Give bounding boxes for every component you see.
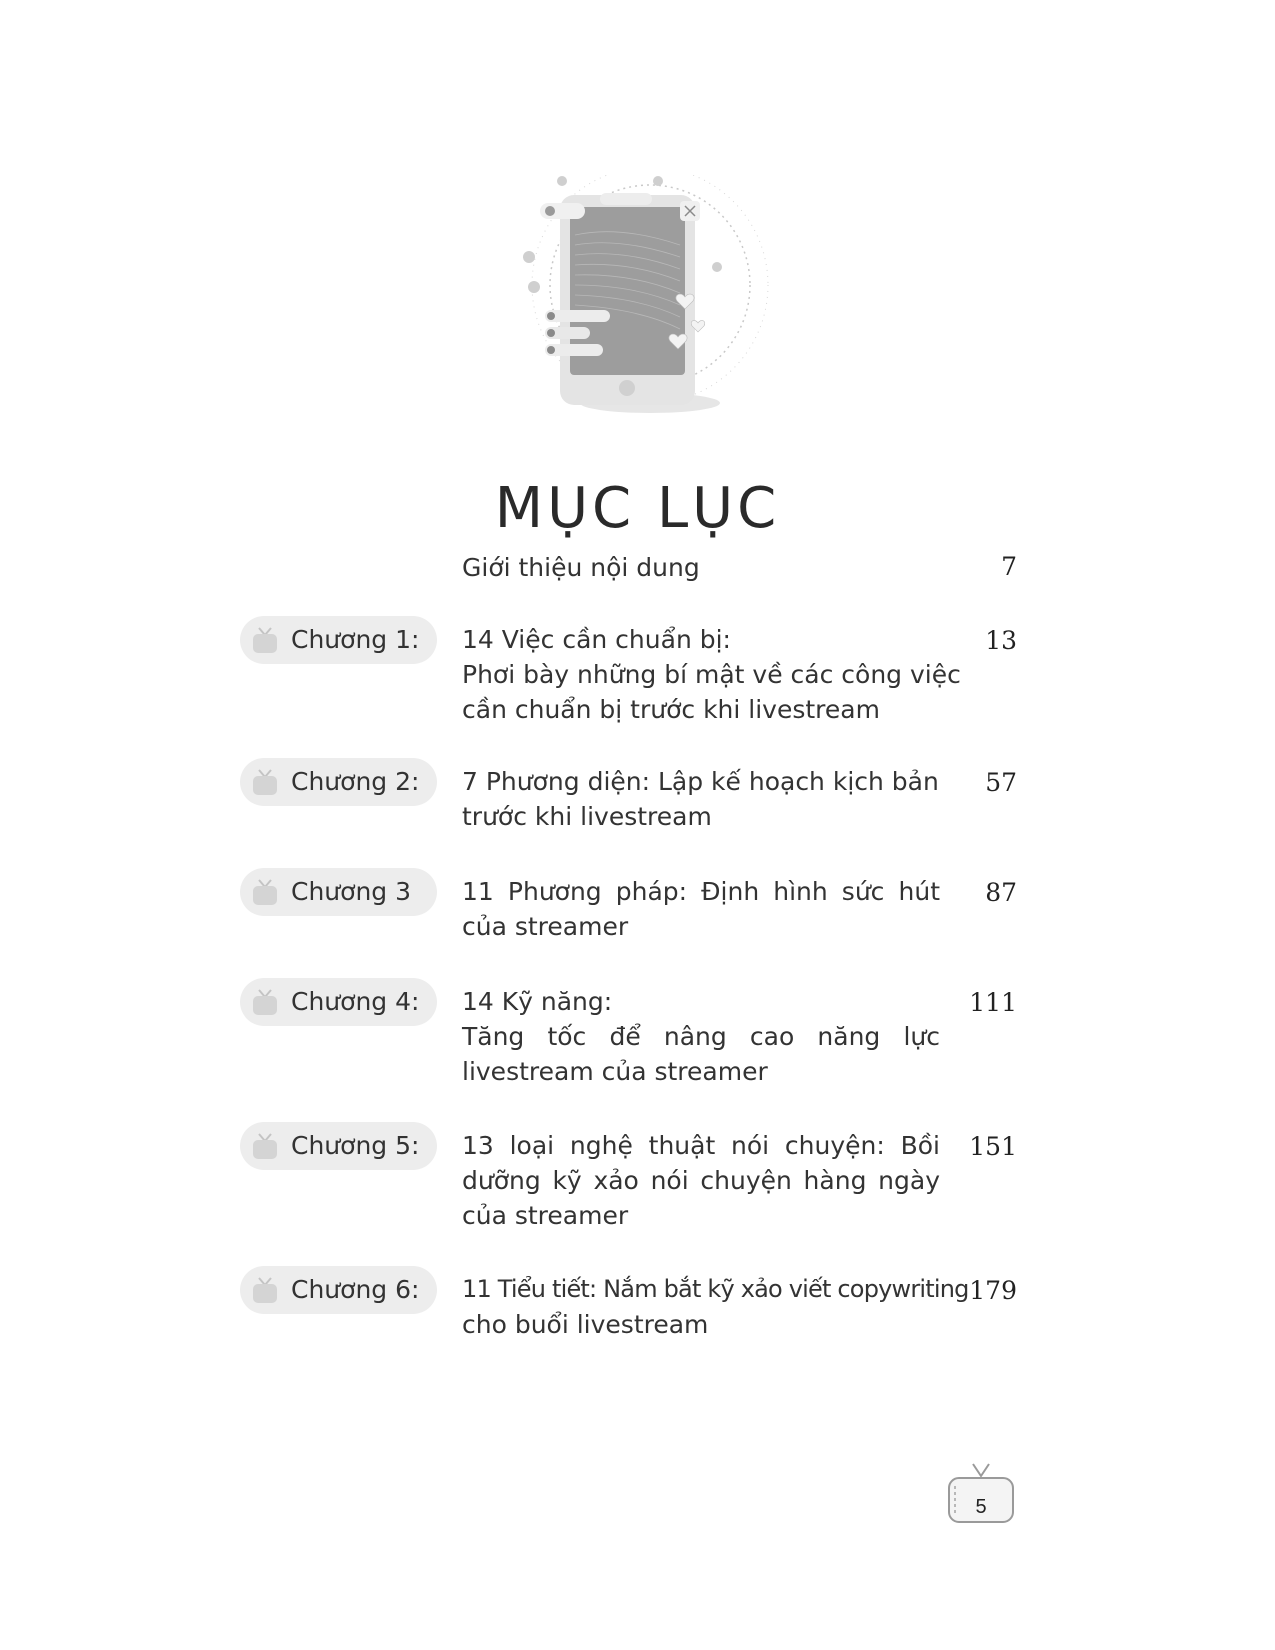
toc-entry-title — [462, 874, 940, 944]
toc-entry-line: Giới thiệu nội dung — [462, 553, 700, 582]
toc-entry-line: 7 Phương diện: Lập kế hoạch kịch bản — [462, 767, 939, 796]
toc-entry-line: của streamer — [462, 1201, 629, 1230]
tv-icon — [250, 767, 280, 797]
tv-icon — [250, 987, 280, 1017]
chapter-label: Chương 3 — [291, 877, 412, 906]
chapter-label: Chương 5: — [291, 1131, 420, 1160]
chapter-badge — [240, 868, 437, 916]
toc-entry-line: dưỡng kỹ xảo nói chuyện hàng ngày — [462, 1166, 940, 1195]
tv-icon — [250, 1275, 280, 1305]
toc-entry-line: cho buổi livestream — [462, 1310, 709, 1339]
chapter-label: Chương 4: — [291, 987, 420, 1016]
toc-page-number: 179 — [969, 1276, 1017, 1305]
toc-entry-title — [462, 764, 940, 834]
toc-entry-line: của streamer — [462, 912, 629, 941]
toc-page-number: 151 — [969, 1132, 1017, 1161]
toc-entry-line: 11 Phương pháp: Định hình sức hút — [462, 877, 940, 906]
chapter-badge — [240, 1266, 437, 1314]
chapter-badge — [240, 978, 437, 1026]
toc-entry-title — [462, 1128, 940, 1233]
toc-entry-line: livestream của streamer — [462, 1057, 768, 1086]
toc-page-number: 57 — [985, 768, 1017, 797]
chapter-label: Chương 6: — [291, 1275, 420, 1304]
toc-entry-title — [462, 622, 961, 727]
toc-entry-line: 14 Kỹ năng: — [462, 987, 613, 1016]
page-title: MỤC LỤC — [494, 475, 781, 541]
toc-entry-title — [462, 550, 940, 585]
toc-entry-title — [462, 1272, 969, 1342]
page-number: 5 — [975, 1496, 987, 1518]
chapter-badge — [240, 616, 437, 664]
toc-entry-line: 11 Tiểu tiết: Nắm bắt kỹ xảo viết copywriting — [462, 1275, 969, 1303]
tv-icon — [250, 877, 280, 907]
toc-entry-line: cần chuẩn bị trước khi livestream — [462, 695, 880, 724]
toc-page-number: 111 — [969, 988, 1017, 1017]
tv-icon — [250, 625, 280, 655]
chapter-label: Chương 2: — [291, 767, 420, 796]
chapter-label: Chương 1: — [291, 625, 420, 654]
toc-entry-line: Phơi bày những bí mật về các công việc — [462, 660, 961, 689]
toc-entry-title — [462, 984, 940, 1089]
toc-entry-line: Tăng tốc để nâng cao năng lực — [462, 1022, 940, 1051]
toc-entry-line: 13 loại nghệ thuật nói chuyện: Bồi — [462, 1131, 940, 1160]
chapter-badge — [240, 758, 437, 806]
toc-entry-line: trước khi livestream — [462, 802, 712, 831]
toc-page-number: 7 — [1001, 552, 1017, 581]
tv-icon — [250, 1131, 280, 1161]
toc-page-number: 87 — [985, 878, 1017, 907]
toc-entry-line: 14 Việc cần chuẩn bị: — [462, 625, 731, 654]
toc-page-number: 13 — [985, 626, 1017, 655]
chapter-badge — [240, 1122, 437, 1170]
